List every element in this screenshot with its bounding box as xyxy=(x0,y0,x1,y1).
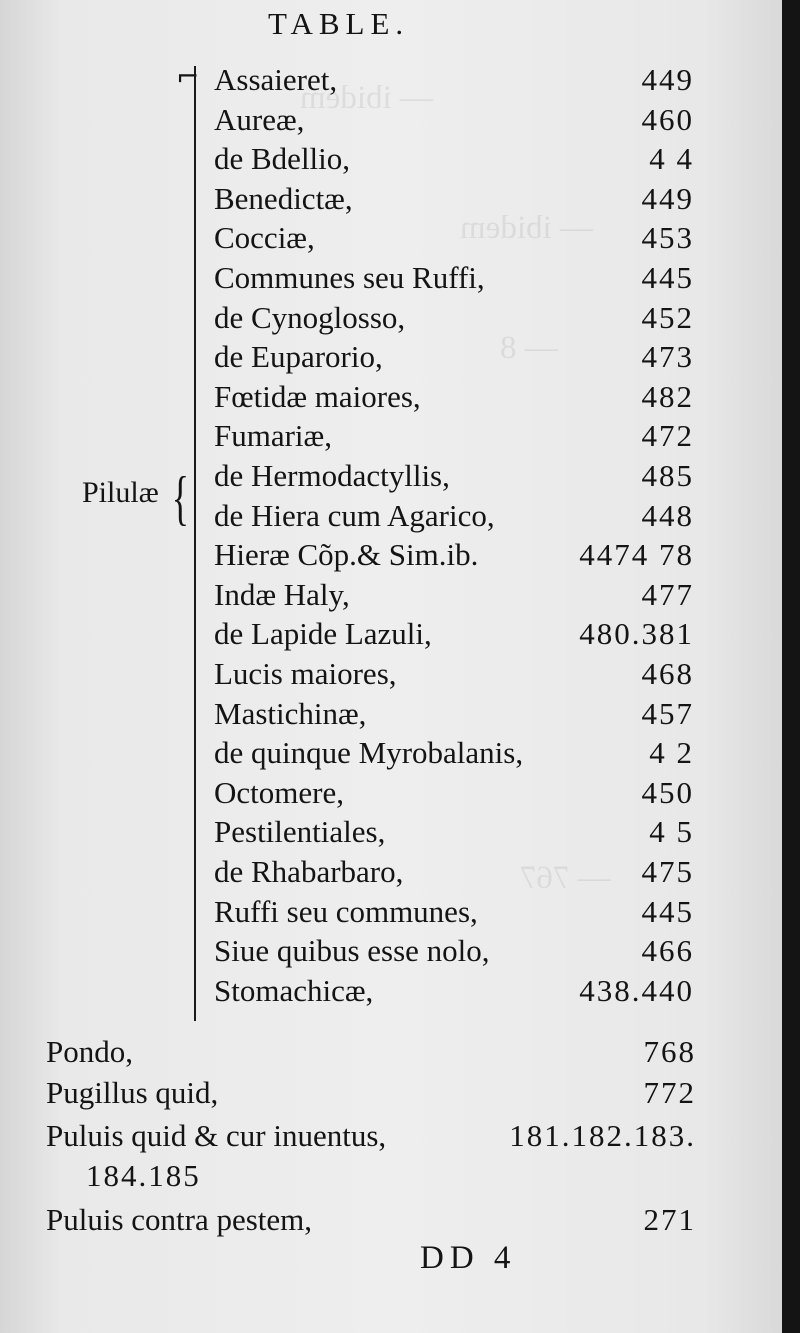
show-through-text: — ibidem xyxy=(300,80,433,116)
index-entry xyxy=(214,535,694,575)
entry-name: de Euparorio, xyxy=(214,339,383,375)
index-entry xyxy=(214,971,694,1011)
index-entry xyxy=(214,298,694,338)
index-entry xyxy=(214,694,694,734)
entry-page: 468 xyxy=(641,656,694,691)
entry-page: 772 xyxy=(643,1075,696,1110)
entry-name: Ruffi seu communes, xyxy=(214,893,478,929)
entry-page: 4 5 xyxy=(649,814,694,850)
entry-name: Siue quibus esse nolo, xyxy=(214,933,490,969)
entry-name: Assaieret, xyxy=(214,62,338,97)
entry-page: 181.182.183. xyxy=(509,1118,696,1153)
index-entry xyxy=(214,416,694,456)
entry-name: Communes seu Ruffi, xyxy=(214,260,485,295)
page-title: TABLE. xyxy=(268,6,410,41)
index-entry xyxy=(46,1200,696,1240)
show-through-text: — 767 xyxy=(520,860,611,896)
index-entry xyxy=(214,179,694,219)
entry-name: Puluis contra pestem, xyxy=(46,1202,313,1237)
entry-name: de Lapide Lazuli, xyxy=(214,616,432,652)
index-entry xyxy=(214,456,694,496)
entry-name: Puluis quid & cur inuentus, xyxy=(46,1118,387,1153)
entry-name: Lucis maiores, xyxy=(214,656,397,691)
entry-name: Pondo, xyxy=(46,1034,133,1069)
entry-page: 485 xyxy=(641,458,694,493)
entry-page: 452 xyxy=(641,299,694,335)
entry-name: Pugillus quid, xyxy=(46,1075,219,1110)
brace-line xyxy=(194,66,198,1021)
show-through-text: — ibidem xyxy=(460,210,593,246)
entry-name: Hieræ Cõp.& Sim.ib. xyxy=(214,537,479,573)
entry-name: de Rhabarbaro, xyxy=(214,854,404,889)
index-entry xyxy=(214,139,694,179)
entry-name: Fumariæ, xyxy=(214,418,332,454)
index-entry xyxy=(214,773,694,813)
brace-mid-mark: { xyxy=(171,465,190,531)
entry-name: Mastichinæ, xyxy=(214,695,367,731)
entry-page: 482 xyxy=(641,378,694,414)
index-entry xyxy=(214,377,694,417)
entry-page: 466 xyxy=(641,933,694,969)
index-entry xyxy=(214,614,694,654)
index-entry xyxy=(46,1073,696,1113)
entry-name: Stomachicæ, xyxy=(214,972,374,1008)
index-entry xyxy=(214,852,694,892)
entry-page: 449 xyxy=(641,62,694,97)
index-entry xyxy=(214,496,694,536)
signature-mark: DD 4 xyxy=(420,1240,517,1276)
continuation-pages: 184.185 xyxy=(86,1158,201,1193)
index-entry xyxy=(214,337,694,377)
entry-page: 4 2 xyxy=(649,735,694,771)
index-entry xyxy=(214,60,694,100)
entry-page: 4 4 xyxy=(649,141,694,177)
entry-page: 473 xyxy=(641,339,694,375)
entry-page: 438.440 xyxy=(579,972,694,1008)
show-through-text: — 8 xyxy=(500,330,558,366)
entry-name: de quinque Myrobalanis, xyxy=(214,735,524,771)
entry-page: 453 xyxy=(641,220,694,256)
index-entry xyxy=(46,1116,696,1156)
entry-name: Pestilentiales, xyxy=(214,814,386,850)
entry-name: Cocciæ, xyxy=(214,220,315,256)
entry-page: 472 xyxy=(641,418,694,454)
entry-name: Benedictæ, xyxy=(214,180,353,216)
entry-name: de Bdellio, xyxy=(214,141,351,177)
entry-page: 448 xyxy=(641,497,694,533)
entry-name: de Hermodactyllis, xyxy=(214,458,450,493)
entry-name: de Hiera cum Agarico, xyxy=(214,497,495,533)
index-entry xyxy=(214,733,694,773)
entry-name: Indæ Haly, xyxy=(214,576,350,612)
group-label: Pilulæ xyxy=(82,476,159,509)
entry-page: 480.381 xyxy=(579,616,694,652)
index-entry xyxy=(214,812,694,852)
entry-page: 768 xyxy=(643,1034,696,1069)
entry-name: Octomere, xyxy=(214,774,344,810)
entry-page: 449 xyxy=(641,180,694,216)
entry-page: 450 xyxy=(641,774,694,810)
index-entry xyxy=(214,258,694,298)
entry-page: 457 xyxy=(641,695,694,731)
entry-page: 445 xyxy=(641,260,694,295)
entry-name: Fœtidæ maiores, xyxy=(214,378,421,414)
index-entry xyxy=(46,1032,696,1072)
index-entry xyxy=(214,575,694,615)
entry-page: 271 xyxy=(643,1202,696,1237)
entry-page: 460 xyxy=(641,101,694,137)
entry-page: 445 xyxy=(641,893,694,929)
entry-page: 475 xyxy=(641,854,694,889)
entry-name: Aureæ, xyxy=(214,101,305,137)
index-entry xyxy=(214,931,694,971)
index-entry xyxy=(214,100,694,140)
entry-page: 477 xyxy=(641,576,694,612)
entry-page: 4474 78 xyxy=(579,537,694,573)
index-entry xyxy=(214,218,694,258)
index-entry xyxy=(214,892,694,932)
index-entry xyxy=(214,654,694,694)
brace-top-mark: ⌐ xyxy=(176,60,200,93)
entry-name: de Cynoglosso, xyxy=(214,299,406,335)
